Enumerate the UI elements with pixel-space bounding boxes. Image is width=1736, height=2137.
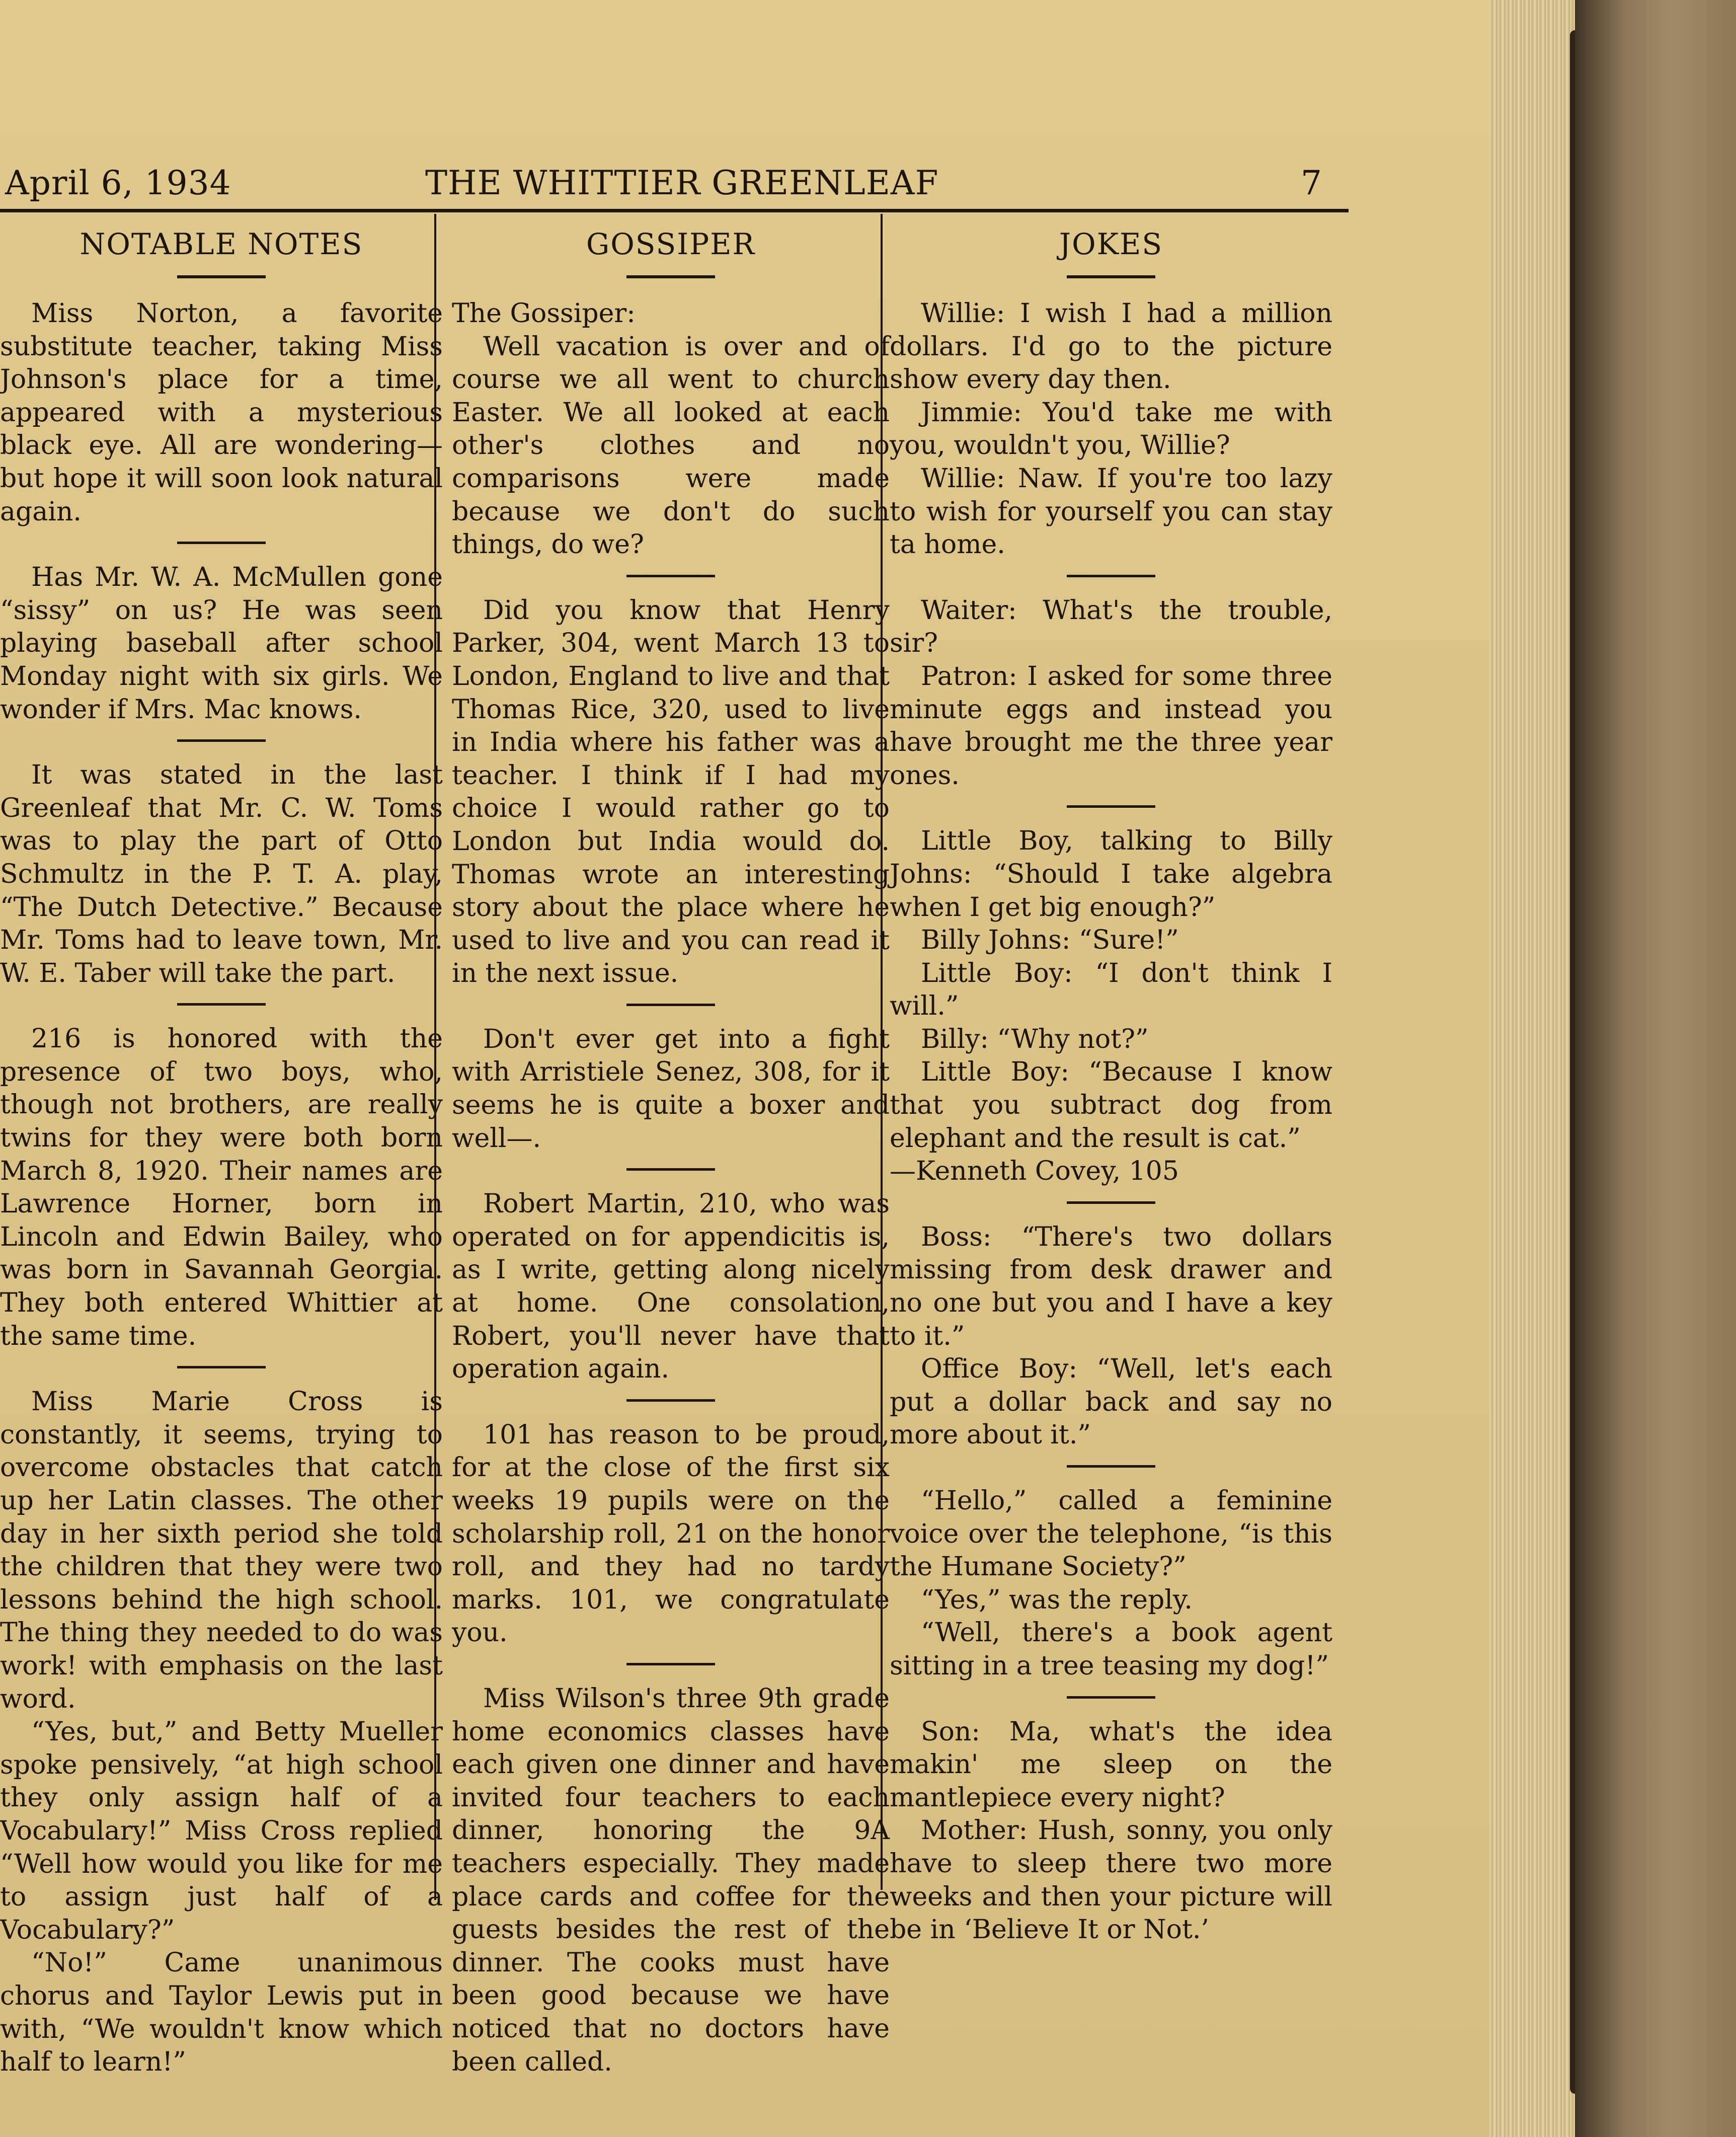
joke-line: Jimmie: You'd take me with you, wouldn't you, Willie? xyxy=(890,397,1332,461)
column-notable-notes xyxy=(0,229,443,2079)
joke-line: Little Boy: “I don't think I will.” xyxy=(890,958,1332,1022)
article-paragraph: 216 is honored with the presence of two boys, who, though not brothers, are really twins for they were both born March 8, 1920. Their names are Lawrence Horner, born in Lincoln and Edwin Bailey, who was born in Savannah Georgia. They both entered Whittier at the same time. xyxy=(0,1024,443,1351)
column-title: GOSSIPER xyxy=(586,227,756,261)
page-edges xyxy=(1489,0,1575,2137)
joke-line: Boss: “There's two dollars missing from desk drawer and no one but you and I have a key to it.” xyxy=(890,1222,1332,1351)
joke-line: Waiter: What's the trouble, sir? xyxy=(890,595,1332,659)
article-paragraph: Miss Marie Cross is constantly, it seems, trying to overcome obstacles that catch up her Latin classes. The other day in her sixth period she told the children that they were two lessons behind the high school. The thing they needed to do was work! with emphasis on the last word. xyxy=(0,1387,443,1714)
article-paragraph: Miss Wilson's three 9th grade home economics classes have each given one dinner and have invited four teachers to each dinner, honoring the 9A teachers especially. They made place cards and coffee for the guests besides the rest of the dinner. The cooks must have been good because we have noticed that no doctors have been called. xyxy=(452,1683,890,2077)
joke-line: Willie: I wish I had a million dollars. I'd go to the picture show every day then. xyxy=(890,298,1332,395)
article-separator xyxy=(626,1663,715,1665)
article-paragraph: “Yes, but,” and Betty Mueller spoke pensively, “at high school they only assign half of a Vocabulary!” Miss Cross replied “Well how would you like for me to assign just half of a Vocabulary?” xyxy=(0,1717,443,1945)
joke-line: “Well, there's a book agent sitting in a tree teasing my dog!” xyxy=(890,1618,1332,1681)
article-paragraph: Well vacation is over and of course we all went to church Easter. We all looked at each other's clothes and no comparisons were made because we don't do such things, do we? xyxy=(452,331,890,560)
article-paragraph: Don't ever get into a fight with Arristiele Senez, 308, for it seems he is quite a boxer and well—. xyxy=(452,1024,890,1154)
header-rule xyxy=(0,209,1349,212)
article-separator xyxy=(626,1399,715,1402)
column-jokes xyxy=(890,229,1332,1947)
joke-line: “Hello,” called a feminine voice over the telephone, “is this the Humane Society?” xyxy=(890,1486,1332,1582)
article-separator xyxy=(177,1366,266,1368)
article-paragraph: “No!” Came unanimous chorus and Taylor Lewis put in with, “We wouldn't know which half to learn!” xyxy=(0,1948,443,2078)
title-rule xyxy=(626,275,715,278)
article-separator xyxy=(1067,1201,1155,1204)
article-paragraph: Has Mr. W. A. McMullen gone “sissy” on us? He was seen playing baseball after school Monday night with six girls. We wonder if Mrs. Mac knows. xyxy=(0,562,443,725)
joke-line: Little Boy, talking to Billy Johns: “Should I take algebra when I get big enough?” xyxy=(890,826,1332,923)
joke-line: Office Boy: “Well, let's each put a dollar back and say no more about it.” xyxy=(890,1354,1332,1451)
joke-line: Billy Johns: “Sure!” xyxy=(921,925,1179,956)
article-paragraph: Robert Martin, 210, who was operated on for appendicitis is, as I write, getting along nicely at home. One consolation, Robert, you'll never have that operation again. xyxy=(452,1189,890,1385)
column-gossiper xyxy=(452,229,890,2079)
joke-line: Little Boy: “Because I know that you subtract dog from elephant and the result is cat.” xyxy=(890,1057,1332,1154)
article-separator xyxy=(177,1003,266,1006)
article-paragraph: Miss Norton, a favorite substitute teacher, taking Miss Johnson's place for a time, appeared with a mysterious black eye. All are wondering—but hope it will soon look natural again. xyxy=(0,298,443,527)
article-separator xyxy=(1067,1465,1155,1468)
joke-line: “Yes,” was the reply. xyxy=(921,1584,1193,1615)
article-separator xyxy=(626,1168,715,1171)
article-separator xyxy=(177,739,266,742)
issue-date: April 6, 1934 xyxy=(5,164,231,202)
article-separator xyxy=(1067,575,1155,577)
article-separator xyxy=(1067,805,1155,808)
article-separator xyxy=(1067,1696,1155,1699)
article-paragraph: Did you know that Henry Parker, 304, went March 13 to London, England to live and that Thomas Rice, 320, used to live in India where his father was a teacher. I think if I had my choice I would rather go to London but India would do. Thomas wrote an interesting story about the place where he used to live and you can read it in the next issue. xyxy=(452,595,890,989)
column-title: JOKES xyxy=(1059,227,1163,261)
joke-line: Willie: Naw. If you're too lazy to wish for yourself you can stay ta home. xyxy=(890,463,1332,560)
article-separator xyxy=(626,575,715,577)
book-cover xyxy=(1575,0,1736,2137)
joke-line: Son: Ma, what's the idea makin' me sleep on the mantlepiece every night? xyxy=(890,1716,1332,1813)
article-paragraph: The Gossiper: xyxy=(452,298,636,329)
newspaper-title: THE WHITTIER GREENLEAF xyxy=(425,164,939,202)
joke-attribution: —Kenneth Covey, 105 xyxy=(890,1156,1179,1187)
page-number: 7 xyxy=(1301,164,1322,202)
article-paragraph: 101 has reason to be proud, for at the close of the first six weeks 19 pupils were on the scholarship roll, 21 on the honor roll, and they had no tardy marks. 101, we congratulate you. xyxy=(452,1419,890,1648)
title-rule xyxy=(1067,275,1155,278)
joke-line: Mother: Hush, sonny, you only have to sleep there two more weeks and then your picture will be in ‘Believe It or Not.’ xyxy=(890,1815,1332,1945)
joke-line: Billy: “Why not?” xyxy=(921,1024,1149,1054)
article-separator xyxy=(177,542,266,544)
title-rule xyxy=(177,275,266,278)
column-title: NOTABLE NOTES xyxy=(80,227,363,261)
joke-line: Patron: I asked for some three minute eggs and instead you have brought me the three year ones. xyxy=(890,661,1332,791)
article-separator xyxy=(626,1004,715,1006)
article-paragraph: It was stated in the last Greenleaf that Mr. C. W. Toms was to play the part of Otto Schmultz in the P. T. A. play, “The Dutch Detective.” Because Mr. Toms had to leave town, Mr. W. E. Taber will take the part. xyxy=(0,760,443,988)
